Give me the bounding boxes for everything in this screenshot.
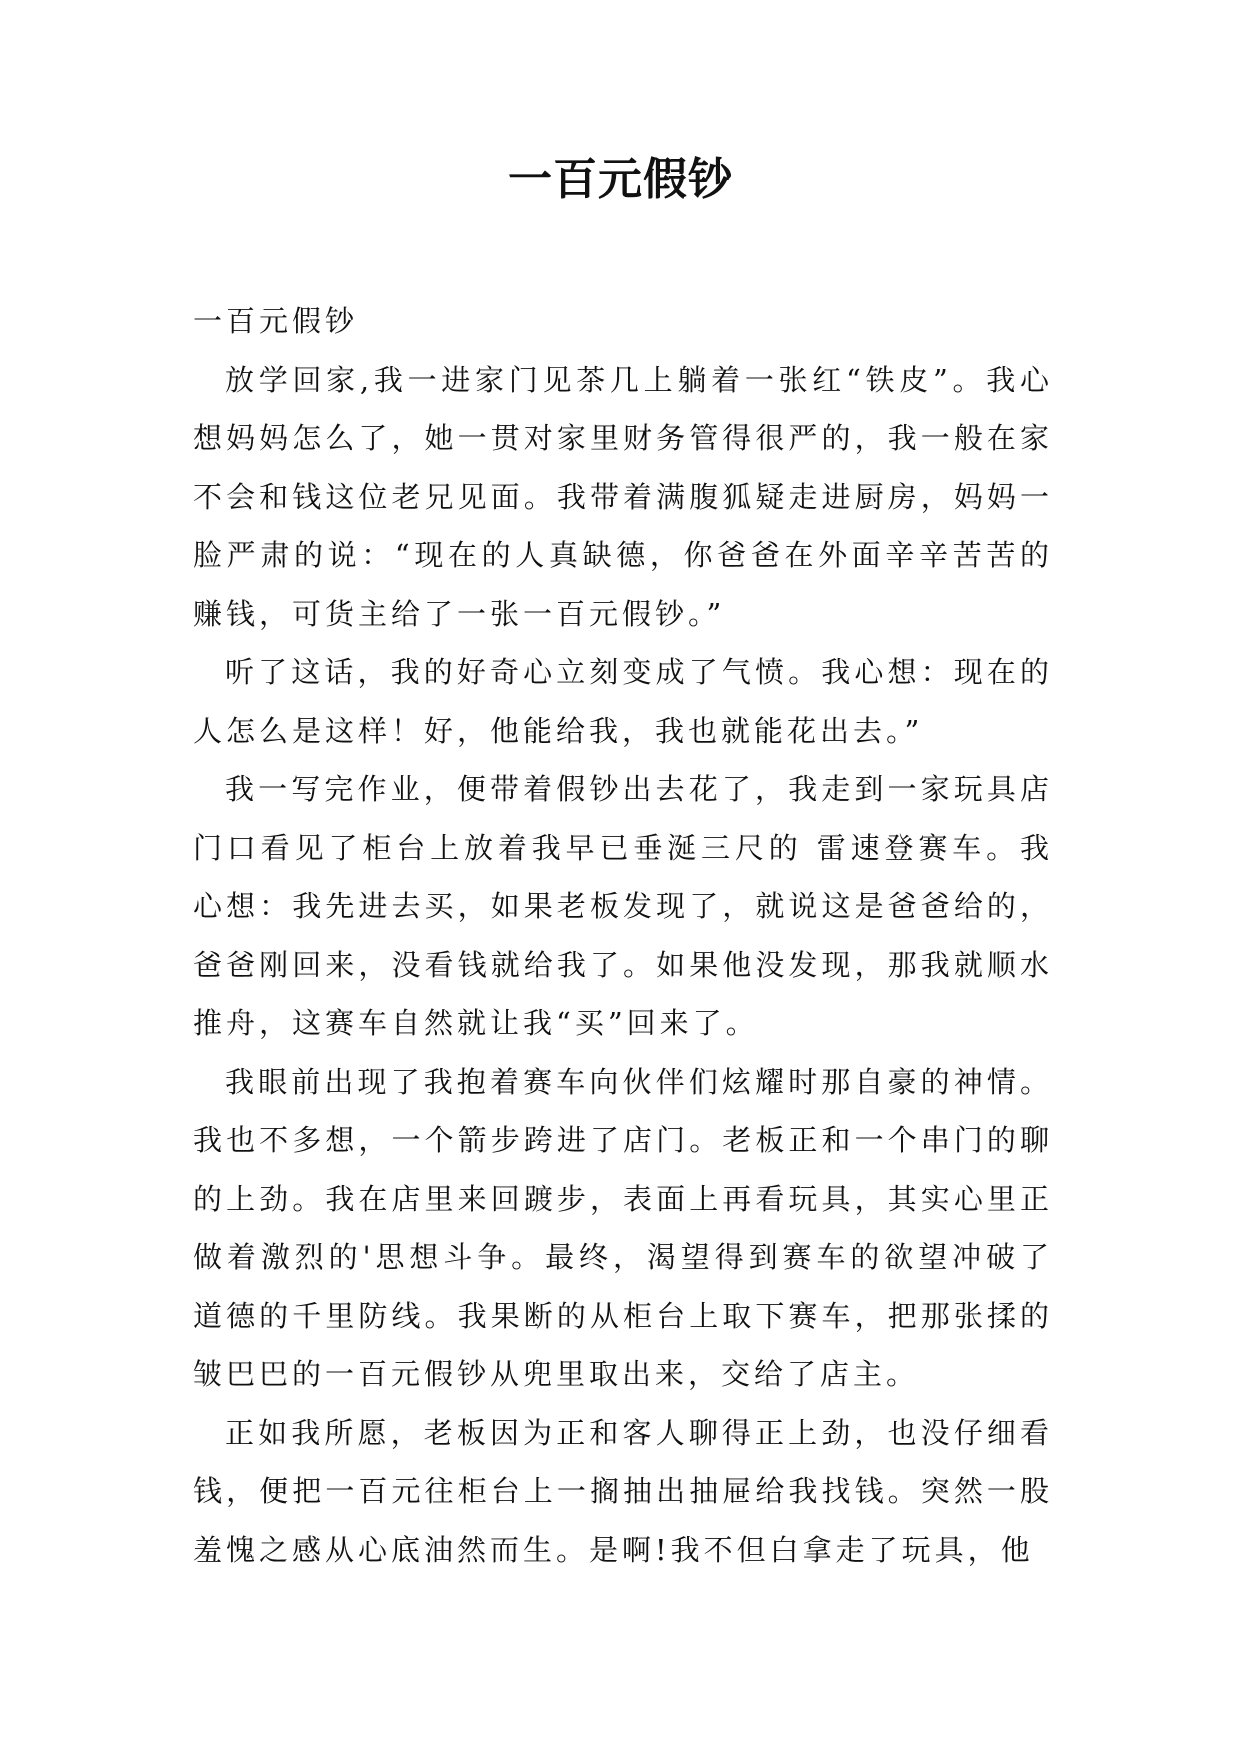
document-title: 一百元假钞 — [508, 154, 733, 205]
paragraph: 听了这话，我的好奇心立刻变成了气愤。我心想：现在的人怎么是这样！好，他能给我，我也就能花出去。” — [193, 655, 1053, 748]
document-subtitle: 一百元假钞 — [193, 304, 359, 338]
paragraph: 我眼前出现了我抱着赛车向伙伴们炫耀时那自豪的神情。我也不多想，一个箭步跨进了店门。老板正和一个串门的聊的上劲。我在店里来回踱步，表面上再看玩具，其实心里正做着激烈的'思想斗争。最终，渴望得到赛车的欲望冲破了道德的千里防线。我果断的从柜台上取下赛车，把那张揉的皱巴巴的一百元假钞从兜里取出来，交给了店主。 — [193, 1064, 1053, 1391]
paragraph: 我一写完作业，便带着假钞出去花了，我走到一家玩具店门口看见了柜台上放着我早已垂涎三尺的 雷速登赛车。我心想：我先进去买，如果老板发现了，就说这是爸爸给的，爸爸刚回来，没看钱就给我了。如果他没发现，那我就顺水推舟，这赛车自然就让我“买”回来了。 — [193, 772, 1053, 1040]
paragraph: 正如我所愿，老板因为正和客人聊得正上劲，也没仔细看钱，便把一百元往柜台上一搁抽出抽屉给我找钱。突然一股羞愧之感从心底油然而生。是啊!我不但白拿走了玩具，他 — [193, 1415, 1053, 1567]
document-body — [193, 292, 1053, 1579]
paragraph: 放学回家,我一进家门见茶几上躺着一张红“铁皮”。我心想妈妈怎么了，她一贯对家里财务管得很严的，我一般在家不会和钱这位老兄见面。我带着满腹狐疑走进厨房，妈妈一脸严肃的说：“现在的人真缺德，你爸爸在外面辛辛苦苦的赚钱，可货主给了一张一百元假钞。” — [193, 362, 1053, 631]
